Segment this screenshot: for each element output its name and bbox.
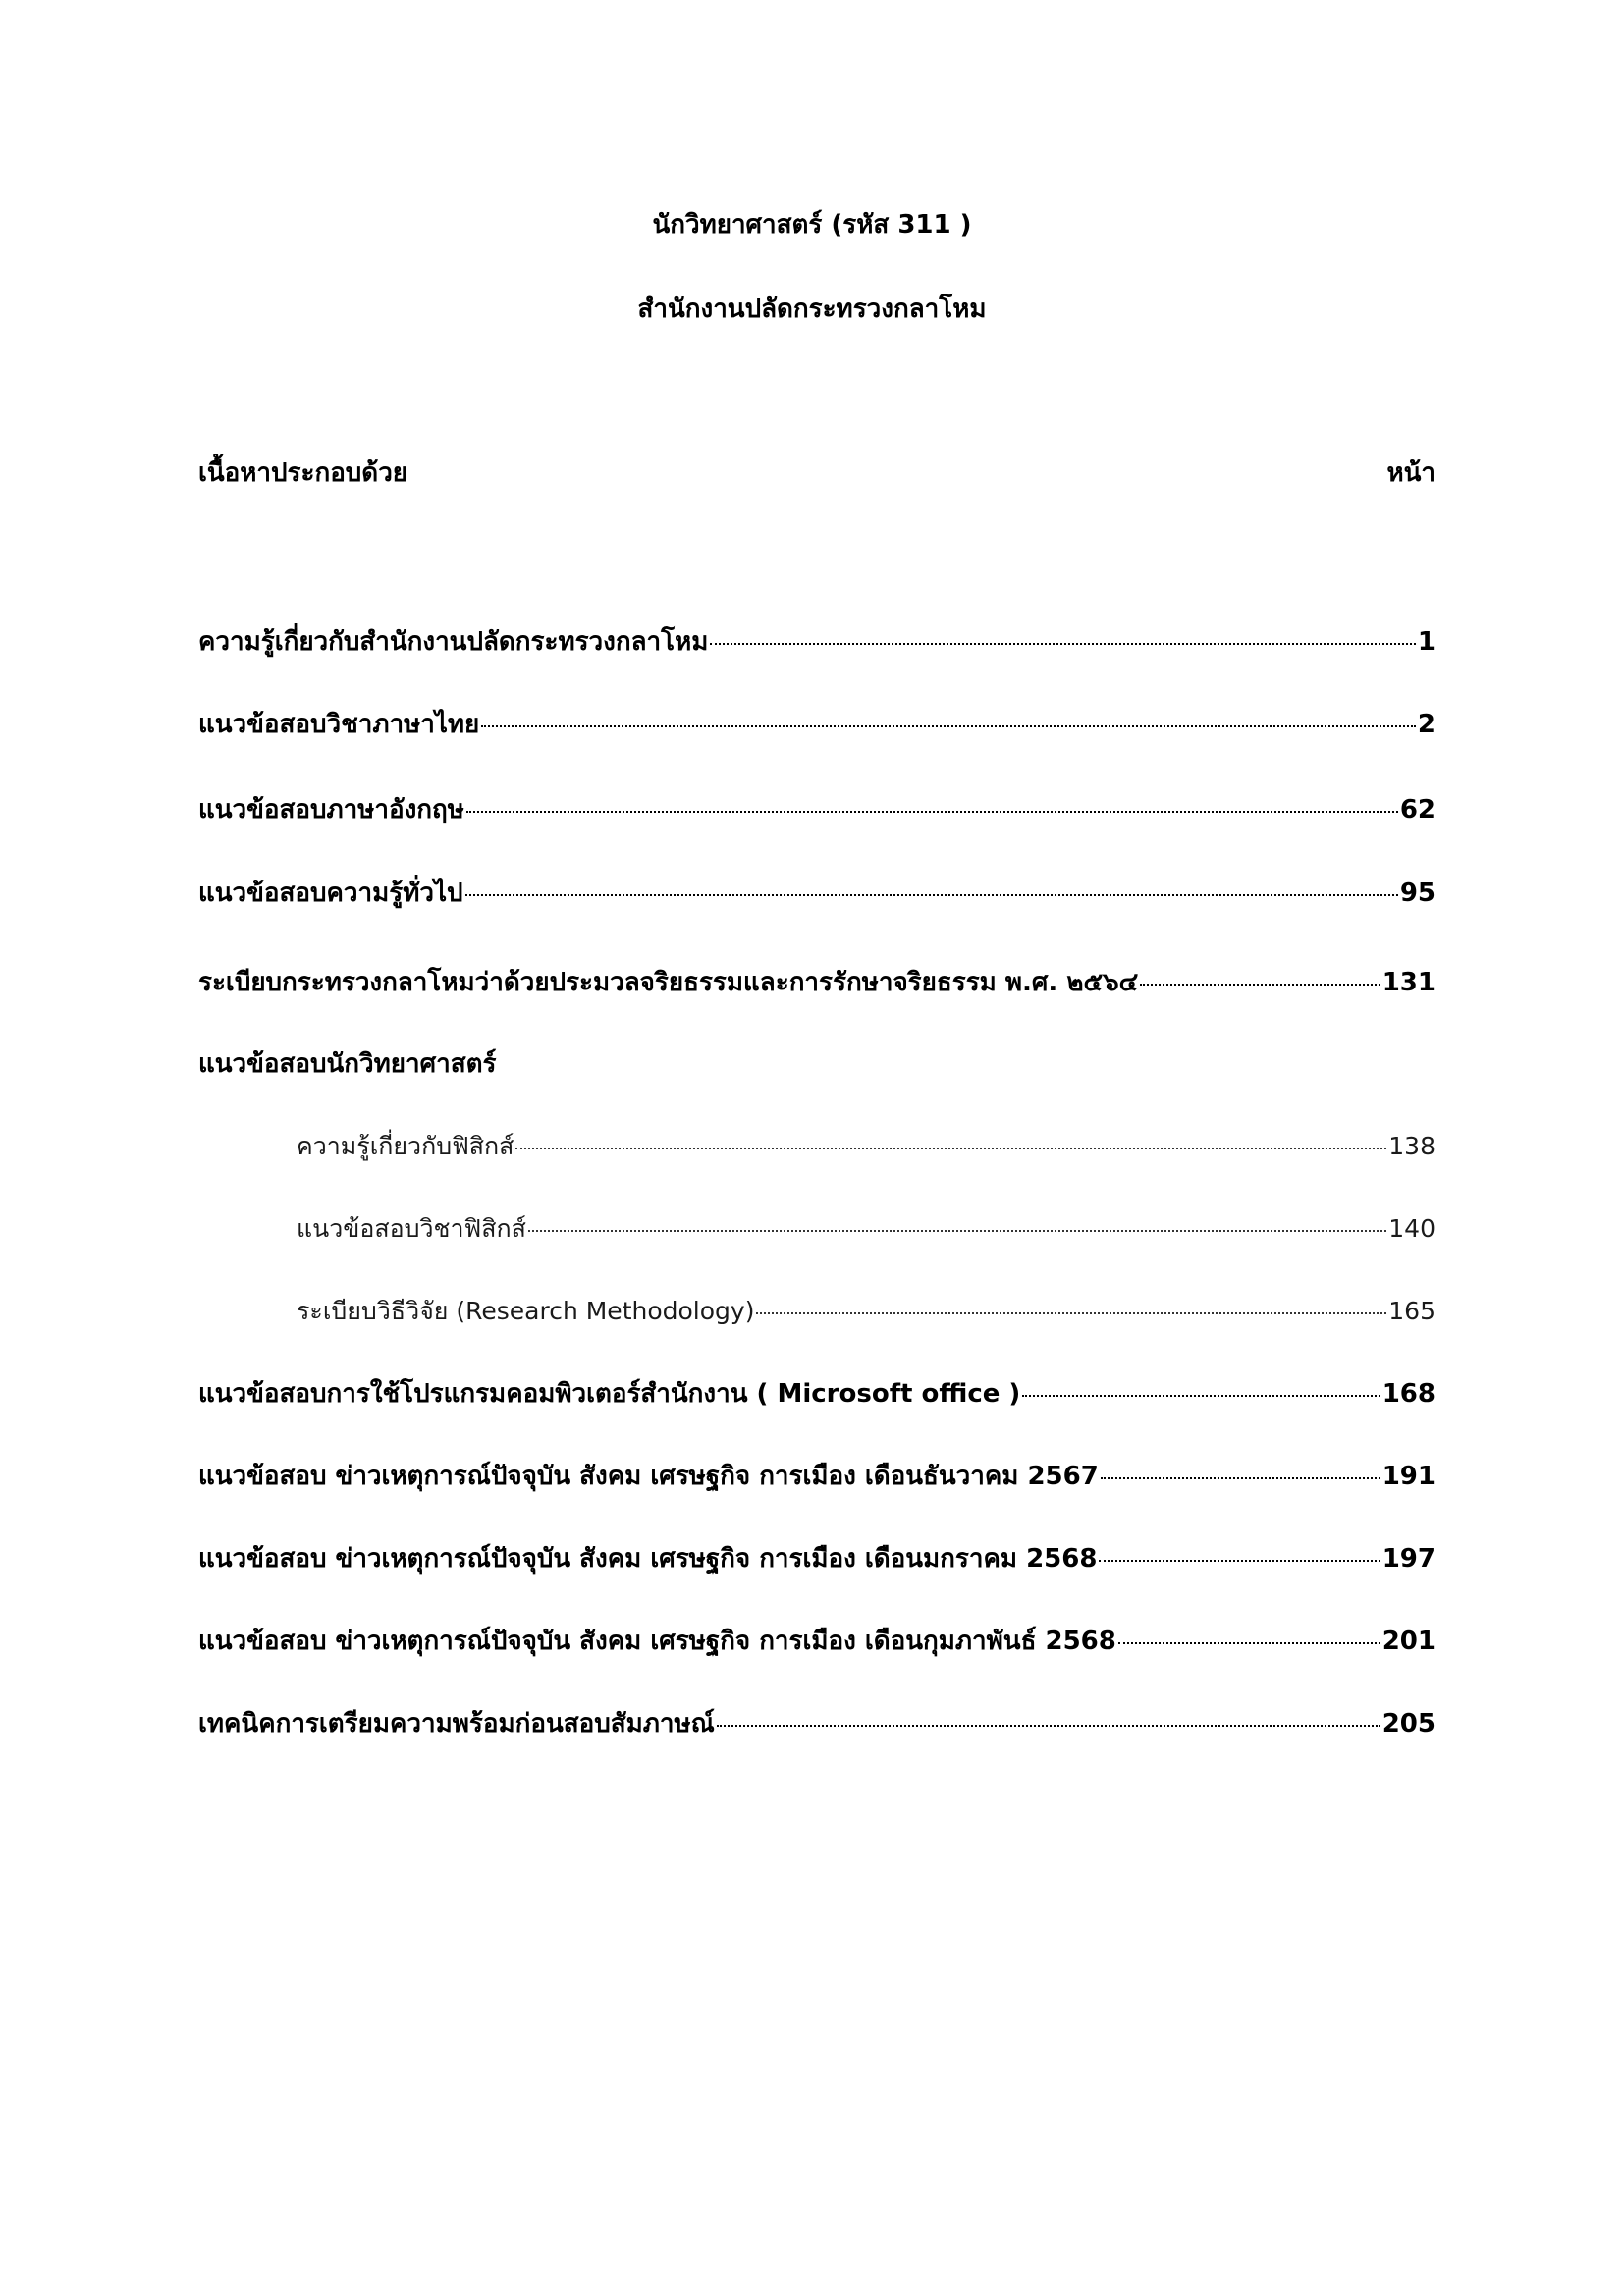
toc-entry-label: ระเบียบวิธีวิจัย (Research Methodology) bbox=[297, 1297, 755, 1325]
toc-entry bbox=[198, 705, 1435, 744]
toc-entry-label: แนวข้อสอบความรู้ทั่วไป bbox=[198, 879, 463, 908]
toc-entry-page: 62 bbox=[1399, 795, 1435, 825]
contents-label: เนื้อหาประกอบด้วย bbox=[198, 458, 408, 488]
toc-entry-page: 205 bbox=[1381, 1709, 1435, 1738]
toc-entry-page: 2 bbox=[1417, 710, 1435, 739]
toc-dot-leader bbox=[515, 1142, 1386, 1149]
toc-entry-page: 165 bbox=[1388, 1297, 1435, 1325]
toc-dot-leader bbox=[1099, 1554, 1380, 1562]
toc-entry bbox=[198, 1539, 1435, 1578]
toc-entry-label: แนวข้อสอบวิชาภาษาไทย bbox=[198, 710, 480, 739]
toc-dot-leader bbox=[466, 805, 1398, 813]
toc-dot-leader bbox=[465, 888, 1398, 896]
toc-entry-page: 131 bbox=[1381, 968, 1435, 997]
toc-entry-page: 168 bbox=[1381, 1379, 1435, 1409]
toc-dot-leader bbox=[481, 720, 1416, 727]
toc-dot-leader bbox=[1118, 1636, 1380, 1644]
toc-entry-page: 201 bbox=[1381, 1627, 1435, 1656]
toc-subentry bbox=[297, 1292, 1435, 1331]
toc-entry-label: แนวข้อสอบการใช้โปรแกรมคอมพิวเตอร์สำนักงาน ( Microsoft office ) bbox=[198, 1379, 1021, 1409]
toc-subentry bbox=[297, 1209, 1435, 1249]
toc-entry bbox=[198, 1374, 1435, 1414]
toc-dot-leader bbox=[1140, 978, 1380, 986]
toc-entry-label: ความรู้เกี่ยวกับสำนักงานปลัดกระทรวงกลาโหม bbox=[198, 627, 709, 657]
toc-dot-leader bbox=[1022, 1389, 1380, 1397]
toc-entry-page: 197 bbox=[1381, 1544, 1435, 1574]
toc-entry-label: แนวข้อสอบวิชาฟิสิกส์ bbox=[297, 1214, 526, 1243]
contents-header bbox=[198, 454, 1435, 493]
toc-dot-leader bbox=[1101, 1471, 1380, 1479]
toc-entry-page: 191 bbox=[1381, 1462, 1435, 1491]
toc-entry bbox=[198, 1622, 1435, 1661]
toc-subentry bbox=[297, 1127, 1435, 1166]
toc-entry-label: ระเบียบกระทรวงกลาโหมว่าด้วยประมวลจริยธรรมและการรักษาจริยธรรม พ.ศ. ๒๕๖๔ bbox=[198, 968, 1139, 997]
toc-entry-label: แนวข้อสอบ ข่าวเหตุการณ์ปัจจุบัน สังคม เศรษฐกิจ การเมือง เดือนธันวาคม 2567 bbox=[198, 1462, 1099, 1491]
toc-entry bbox=[198, 790, 1435, 829]
toc-entry-page: 140 bbox=[1388, 1214, 1435, 1243]
toc-dot-leader bbox=[710, 637, 1416, 645]
toc-entry bbox=[198, 874, 1435, 913]
toc-entry-label: แนวข้อสอบ ข่าวเหตุการณ์ปัจจุบัน สังคม เศรษฐกิจ การเมือง เดือนมกราคม 2568 bbox=[198, 1544, 1098, 1574]
toc-entry bbox=[198, 1457, 1435, 1496]
toc-entry bbox=[198, 1704, 1435, 1743]
toc-section-heading bbox=[198, 1044, 1435, 1084]
toc-entry-label: เทคนิคการเตรียมความพร้อมก่อนสอบสัมภาษณ์ bbox=[198, 1709, 715, 1738]
document-title: นักวิทยาศาสตร์ (รหัส 311 ) bbox=[652, 210, 972, 240]
toc-entry-label: แนวข้อสอบ ข่าวเหตุการณ์ปัจจุบัน สังคม เศรษฐกิจ การเมือง เดือนกุมภาพันธ์ 2568 bbox=[198, 1627, 1116, 1656]
toc-entry bbox=[198, 963, 1435, 1002]
toc-entry-label: แนวข้อสอบภาษาอังกฤษ bbox=[198, 795, 464, 825]
page-column-label: หน้า bbox=[1386, 458, 1435, 488]
toc-entry-label: แนวข้อสอบนักวิทยาศาสตร์ bbox=[198, 1049, 497, 1079]
toc-entry-page: 95 bbox=[1399, 879, 1435, 908]
toc-entry bbox=[198, 622, 1435, 662]
document-subtitle: สำนักงานปลัดกระทรวงกลาโหม bbox=[637, 294, 987, 324]
toc-dot-leader bbox=[717, 1719, 1380, 1727]
toc-dot-leader bbox=[756, 1307, 1386, 1314]
toc-dot-leader bbox=[528, 1224, 1386, 1232]
toc-entry-label: ความรู้เกี่ยวกับฟิสิกส์ bbox=[297, 1132, 514, 1160]
toc-entry-page: 1 bbox=[1417, 627, 1435, 657]
toc-entry-page: 138 bbox=[1388, 1132, 1435, 1160]
